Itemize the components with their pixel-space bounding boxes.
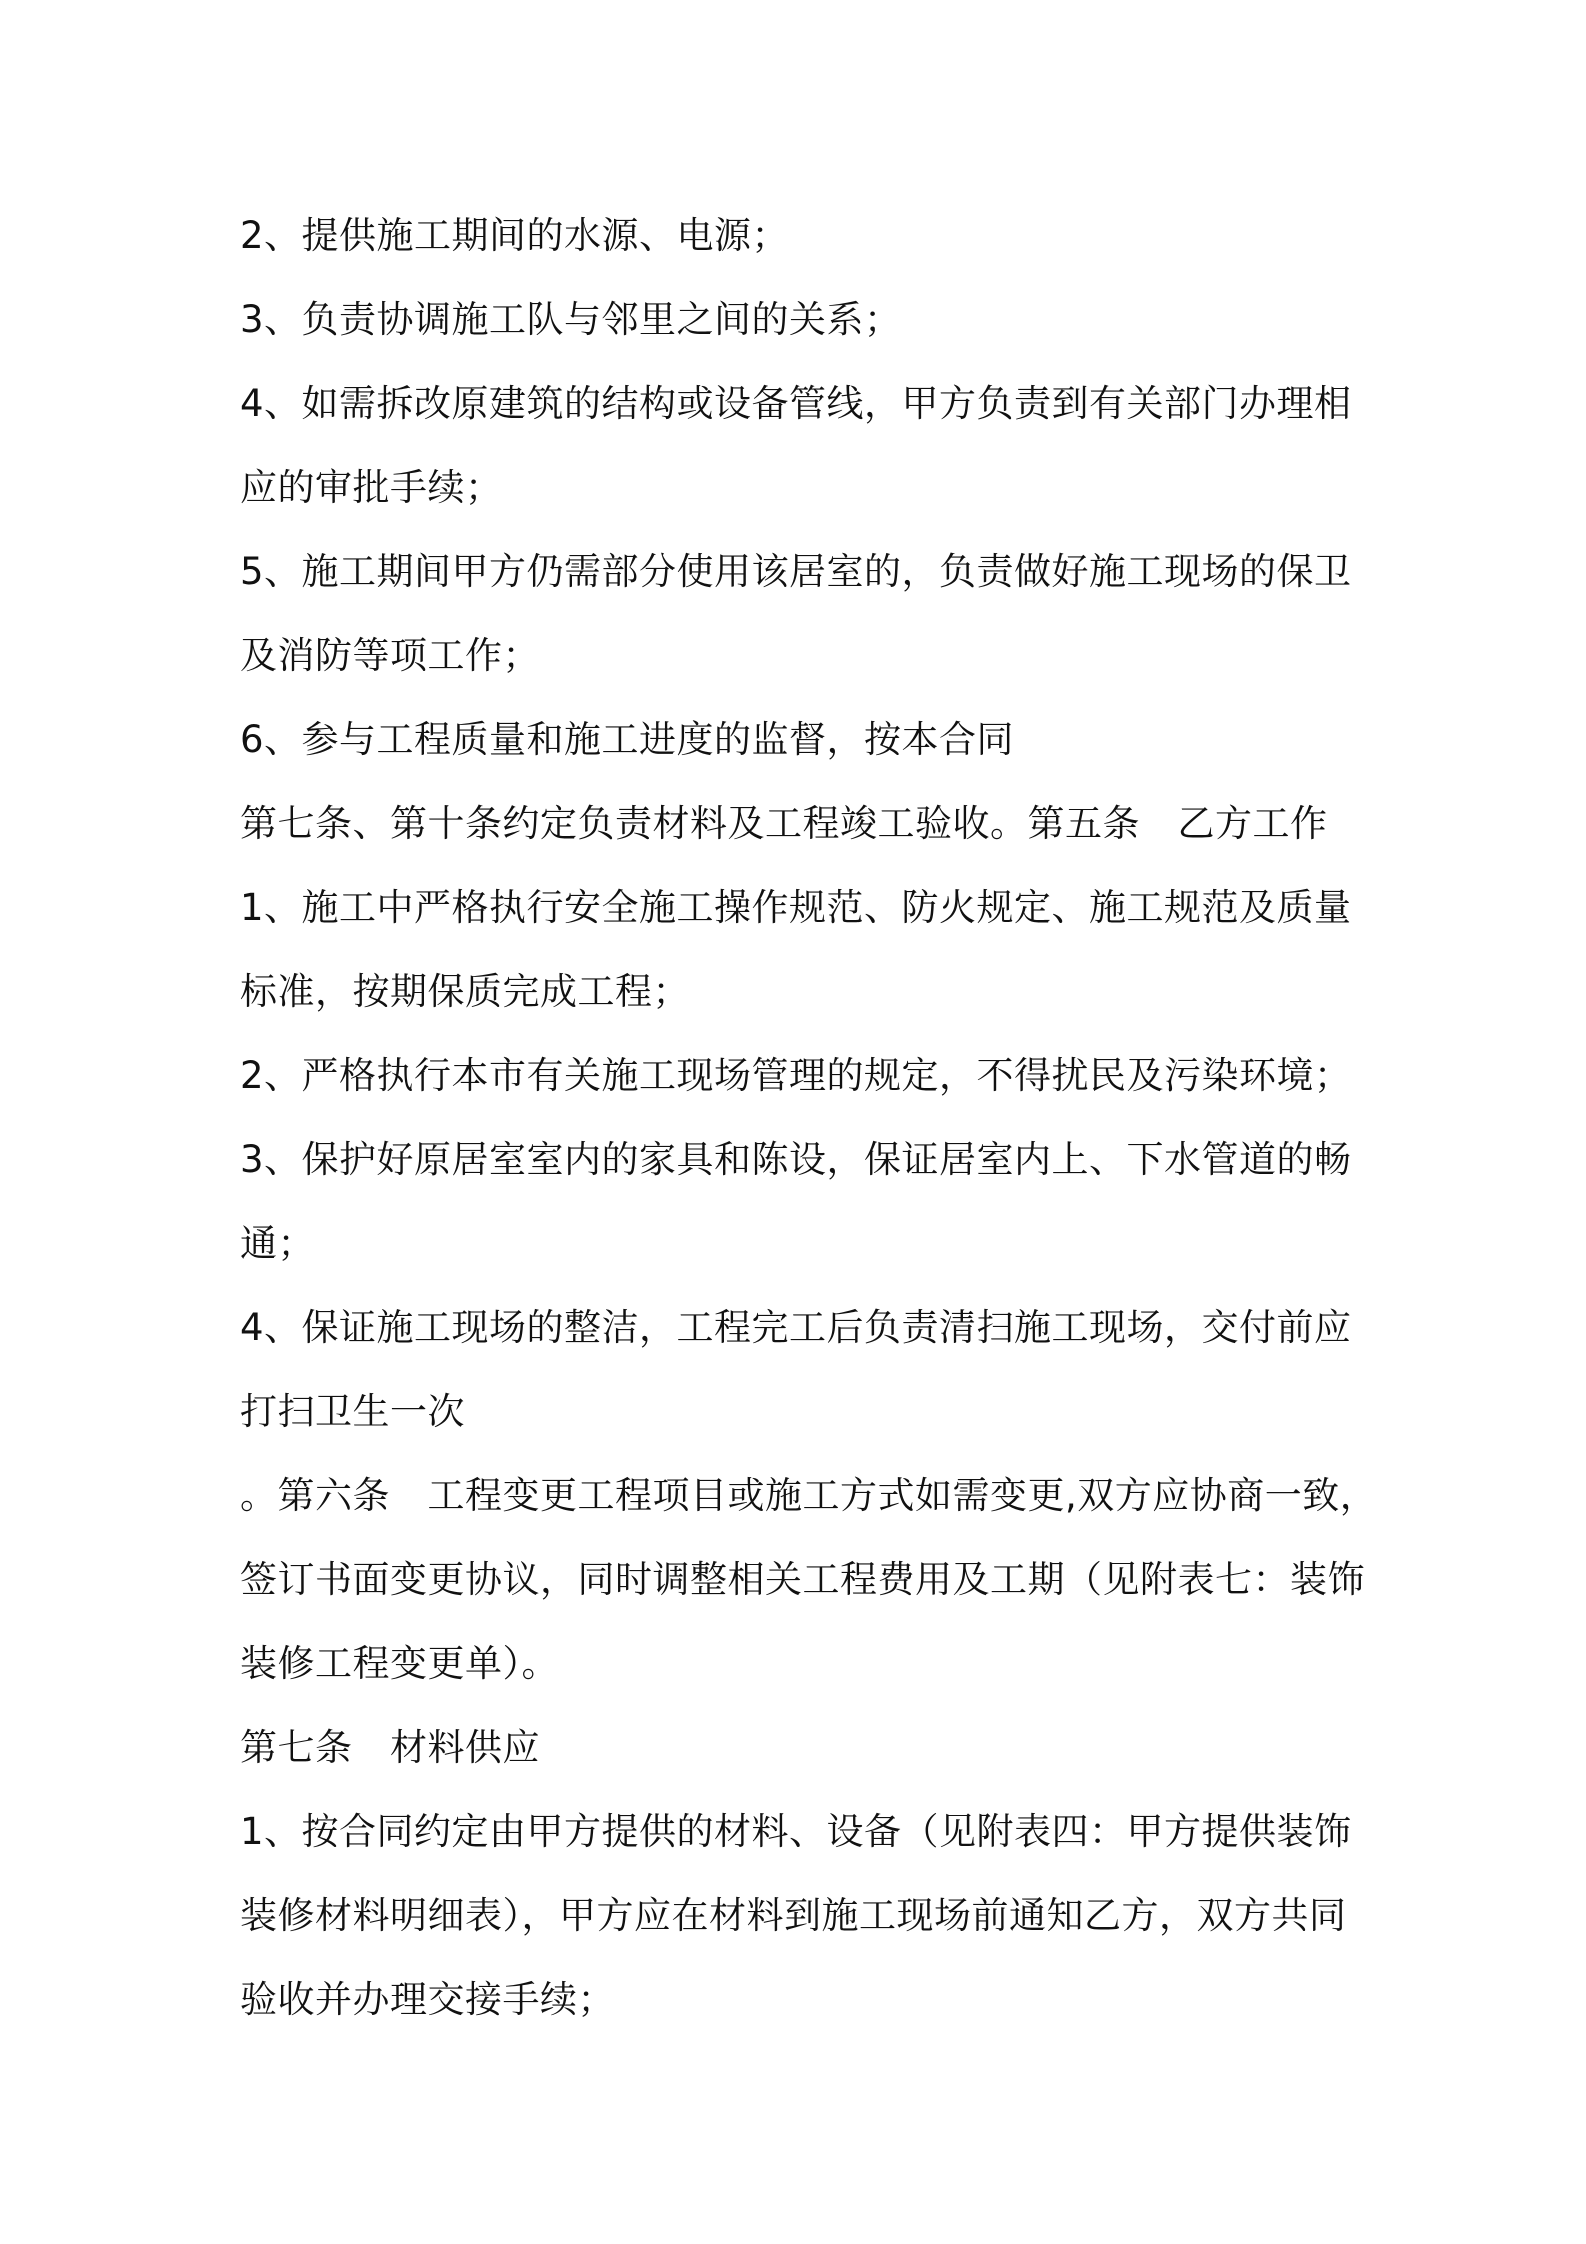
text-line: 3、保护好原居室室内的家具和陈设，保证居室内上、下水管道的畅 xyxy=(240,1138,1352,1181)
document-body xyxy=(240,194,1378,2042)
text-line: 第七条、第十条约定负责材料及工程竣工验收。第五条 乙方工作 xyxy=(240,802,1328,845)
text-line: 应的审批手续； xyxy=(240,466,503,509)
text-line: 第七条 材料供应 xyxy=(240,1726,540,1769)
text-line: 1、按合同约定由甲方提供的材料、设备（见附表四：甲方提供装饰 xyxy=(240,1810,1352,1853)
text-line: 1、施工中严格执行安全施工操作规范、防火规定、施工规范及质量 xyxy=(240,886,1352,929)
text-line: 5、施工期间甲方仍需部分使用该居室的，负责做好施工现场的保卫 xyxy=(240,550,1352,593)
text-line: 通； xyxy=(240,1222,315,1265)
text-line: 3、负责协调施工队与邻里之间的关系； xyxy=(240,298,902,341)
text-line: 2、严格执行本市有关施工现场管理的规定，不得扰民及污染环境； xyxy=(240,1054,1352,1097)
text-line: 签订书面变更协议，同时调整相关工程费用及工期（见附表七：装饰 xyxy=(240,1558,1365,1601)
text-line: 装修材料明细表），甲方应在材料到施工现场前通知乙方，双方共同 xyxy=(240,1894,1347,1937)
text-line: 4、如需拆改原建筑的结构或设备管线，甲方负责到有关部门办理相 xyxy=(240,382,1352,425)
text-line: 装修工程变更单）。 xyxy=(240,1642,559,1685)
text-line: 验收并办理交接手续； xyxy=(240,1978,615,2021)
text-line: 标准，按期保质完成工程； xyxy=(240,970,690,1013)
text-line: 2、提供施工期间的水源、电源； xyxy=(240,214,790,257)
text-line: 打扫卫生一次 xyxy=(240,1390,465,1433)
text-line: 6、参与工程质量和施工进度的监督，按本合同 xyxy=(240,718,1015,761)
text-line: 4、保证施工现场的整洁，工程完工后负责清扫施工现场，交付前应 xyxy=(240,1306,1352,1349)
text-line: 。第六条 工程变更工程项目或施工方式如需变更,双方应协商一致， xyxy=(240,1474,1378,1517)
text-line: 及消防等项工作； xyxy=(240,634,540,677)
